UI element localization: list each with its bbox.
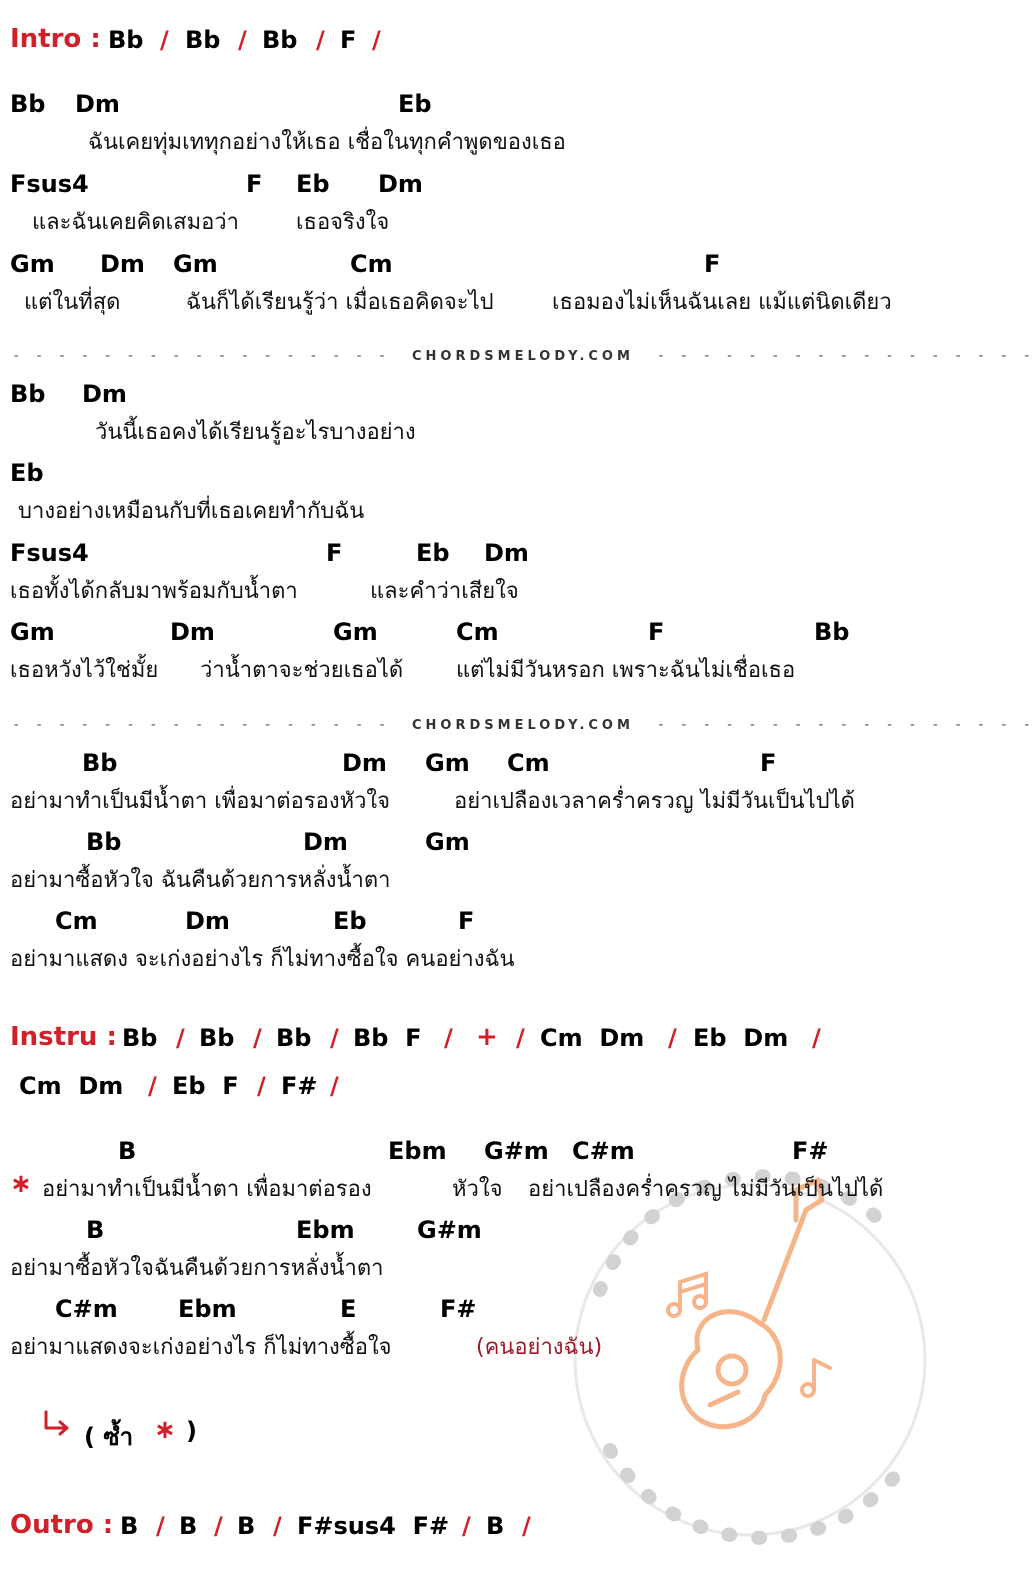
lyric-line: แต่ในที่สุด bbox=[24, 290, 121, 315]
chord: Gm bbox=[173, 250, 218, 278]
lyric-line: หัวใจ bbox=[452, 1177, 503, 1202]
chord: Gm bbox=[425, 828, 470, 856]
chord: C#m bbox=[572, 1137, 635, 1165]
bar-separator: / bbox=[330, 1024, 339, 1052]
lyric-line: เธอทั้งได้กลับมาพร้อมกับน้ำตา bbox=[10, 579, 298, 604]
chord: Fsus4 bbox=[10, 539, 89, 567]
chord: Cm bbox=[456, 618, 499, 646]
chord: F bbox=[246, 170, 263, 198]
chord: Fsus4 bbox=[10, 170, 89, 198]
chord: Eb bbox=[10, 459, 44, 487]
bar-separator: / bbox=[330, 1072, 339, 1100]
lyric-line: อย่ามาซื้อหัวใจฉันคืนด้วยการหลั่งน้ำตา bbox=[10, 1256, 384, 1281]
lyric-line: ว่าน้ำตาจะช่วยเธอได้ bbox=[200, 658, 404, 683]
chord: Eb bbox=[296, 170, 330, 198]
chord: F# bbox=[281, 1072, 318, 1100]
chord: G#m bbox=[417, 1216, 482, 1244]
separator-dashes: - - - - - - - - - - - - - - - - - bbox=[12, 348, 390, 364]
chord: Eb Dm bbox=[693, 1024, 789, 1052]
lyric-line: อย่ามาซื้อหัวใจ ฉันคืนด้วยการหลั่งน้ำตา bbox=[10, 868, 391, 893]
chord: Ebm bbox=[296, 1216, 355, 1244]
chord: F bbox=[458, 907, 475, 935]
bar-separator: / bbox=[238, 26, 247, 54]
intro-label: Intro : bbox=[10, 24, 101, 54]
lyric-line: อย่ามาทำเป็นมีน้ำตา เพื่อมาต่อรอง bbox=[42, 1177, 372, 1202]
chord: Cm Dm bbox=[19, 1072, 124, 1100]
chord: B bbox=[486, 1512, 505, 1540]
chord: Gm bbox=[333, 618, 378, 646]
chord: Eb bbox=[333, 907, 367, 935]
chord: F bbox=[648, 618, 665, 646]
chord: F bbox=[326, 539, 343, 567]
chord: Gm bbox=[10, 250, 55, 278]
chord: Ebm bbox=[388, 1137, 447, 1165]
lyric-line: และคำว่าเสียใจ bbox=[370, 579, 519, 604]
chord: F# bbox=[792, 1137, 829, 1165]
bar-separator: / bbox=[462, 1512, 471, 1540]
separator-brand: CHORDSMELODY.COM bbox=[412, 349, 634, 364]
lyric-line: เธอจริงใจ bbox=[296, 210, 390, 235]
section-separator bbox=[12, 717, 1034, 737]
chord: Bb bbox=[276, 1024, 312, 1052]
chord: F# bbox=[440, 1295, 477, 1323]
chord: Dm bbox=[342, 749, 387, 777]
repeat-mark: ∗ bbox=[10, 1169, 32, 1199]
lyric-line: อย่ามาแสดง จะเก่งอย่างไร ก็ไม่ทางซื้อใจ คนอย่างฉัน bbox=[10, 947, 515, 972]
lyric-line: ฉันเคยทุ่มเททุกอย่างให้เธอ เชื่อในทุกคำพูดของเธอ bbox=[88, 130, 566, 155]
lyric-line: อย่าเปลืองเวลาคร่ำครวญ ไม่มีวันเป็นไปได้ bbox=[454, 789, 855, 814]
instru-label: Instru : bbox=[10, 1022, 117, 1052]
chord: Dm bbox=[378, 170, 423, 198]
chord: Dm bbox=[185, 907, 230, 935]
chord: B bbox=[237, 1512, 256, 1540]
bar-separator: / bbox=[516, 1024, 525, 1052]
chord: Cm Dm bbox=[540, 1024, 645, 1052]
chord: G#m bbox=[484, 1137, 549, 1165]
chord: Eb bbox=[398, 90, 432, 118]
bar-separator: / bbox=[176, 1024, 185, 1052]
chord: Cm bbox=[55, 907, 98, 935]
bar-separator: / bbox=[253, 1024, 262, 1052]
bar-separator: / bbox=[257, 1072, 266, 1100]
chord: Dm bbox=[303, 828, 348, 856]
chord: Bb bbox=[108, 26, 144, 54]
lyric-line: บางอย่างเหมือนกับที่เธอเคยทำกับฉัน bbox=[18, 499, 365, 524]
chord: F bbox=[340, 26, 357, 54]
bar-separator: / bbox=[156, 1512, 165, 1540]
chord: Bb bbox=[82, 749, 118, 777]
plus-mark: + bbox=[476, 1022, 498, 1052]
chord: Bb F bbox=[353, 1024, 422, 1052]
chord: B bbox=[120, 1512, 139, 1540]
separator-dashes: - - - - - - - - - - - - - - - - - bbox=[656, 717, 1034, 733]
repeat-text: ( ซ้ำ bbox=[84, 1423, 134, 1451]
chord: Bb bbox=[10, 90, 46, 118]
bar-separator: / bbox=[372, 26, 381, 54]
bar-separator: / bbox=[316, 26, 325, 54]
chord: Eb bbox=[416, 539, 450, 567]
chord: E bbox=[340, 1295, 357, 1323]
lyric-line: เธอมองไม่เห็นฉันเลย แม้แต่นิดเดียว bbox=[552, 290, 892, 315]
lyric-line: วันนี้เธอคงได้เรียนรู้อะไรบางอย่าง bbox=[95, 420, 416, 445]
chord: Dm bbox=[82, 380, 127, 408]
bar-separator: / bbox=[273, 1512, 282, 1540]
chord: Cm bbox=[350, 250, 393, 278]
chord: Bb bbox=[185, 26, 221, 54]
chord: Eb F bbox=[172, 1072, 239, 1100]
section-separator bbox=[12, 348, 1034, 368]
separator-dashes: - - - - - - - - - - - - - - - - - bbox=[656, 348, 1034, 364]
bar-separator: / bbox=[148, 1072, 157, 1100]
chord: Bb bbox=[10, 380, 46, 408]
chord: Bb bbox=[122, 1024, 158, 1052]
lyric-line: ฉันก็ได้เรียนรู้ว่า เมื่อเธอคิดจะไป bbox=[186, 290, 494, 315]
chord: F#sus4 F# bbox=[297, 1512, 450, 1540]
chordsmelody-watermark bbox=[560, 1170, 940, 1550]
lyric-line: อย่ามาแสดงจะเก่งอย่างไร ก็ไม่ทางซื้อใจ bbox=[10, 1335, 392, 1360]
chord: Dm bbox=[100, 250, 145, 278]
bar-separator: / bbox=[668, 1024, 677, 1052]
repeat-mark: ∗ bbox=[154, 1415, 176, 1445]
chord: Bb bbox=[814, 618, 850, 646]
lyric-line: และฉันเคยคิดเสมอว่า bbox=[32, 210, 240, 235]
lyric-line: อย่ามาทำเป็นมีน้ำตา เพื่อมาต่อรองหัวใจ bbox=[10, 789, 391, 814]
bar-separator: / bbox=[160, 26, 169, 54]
separator-brand: CHORDSMELODY.COM bbox=[412, 718, 634, 733]
lyric-line: อย่าเปลืองคร่ำครวญ ไม่มีวันเป็นไปได้ bbox=[528, 1177, 884, 1202]
lyric-line: เธอหวังไว้ใช่มั้ย bbox=[10, 658, 159, 683]
chord: B bbox=[86, 1216, 105, 1244]
chord: F bbox=[704, 250, 721, 278]
lyric-line: แต่ไม่มีวันหรอก เพราะฉันไม่เชื่อเธอ bbox=[456, 658, 796, 683]
chord: Dm bbox=[75, 90, 120, 118]
repeat-close: ) bbox=[186, 1417, 197, 1445]
return-arrow-icon bbox=[42, 1410, 72, 1440]
chord: Bb bbox=[86, 828, 122, 856]
chord: Dm bbox=[484, 539, 529, 567]
lyric-ending: (คนอย่างฉัน) bbox=[476, 1335, 603, 1360]
chord: Cm bbox=[507, 749, 550, 777]
chord: Dm bbox=[170, 618, 215, 646]
bar-separator: / bbox=[812, 1024, 821, 1052]
chord: Bb bbox=[262, 26, 298, 54]
bar-separator: / bbox=[522, 1512, 531, 1540]
chord: B bbox=[179, 1512, 198, 1540]
chord: Gm bbox=[10, 618, 55, 646]
chord: F bbox=[760, 749, 777, 777]
outro-label: Outro : bbox=[10, 1510, 114, 1540]
separator-dashes: - - - - - - - - - - - - - - - - - bbox=[12, 717, 390, 733]
bar-separator: / bbox=[444, 1024, 453, 1052]
music-note-icon bbox=[668, 1274, 830, 1396]
chord: Bb bbox=[199, 1024, 235, 1052]
chord: C#m bbox=[55, 1295, 118, 1323]
chord: B bbox=[118, 1137, 137, 1165]
chord: Ebm bbox=[178, 1295, 237, 1323]
chord: Gm bbox=[425, 749, 470, 777]
bar-separator: / bbox=[214, 1512, 223, 1540]
